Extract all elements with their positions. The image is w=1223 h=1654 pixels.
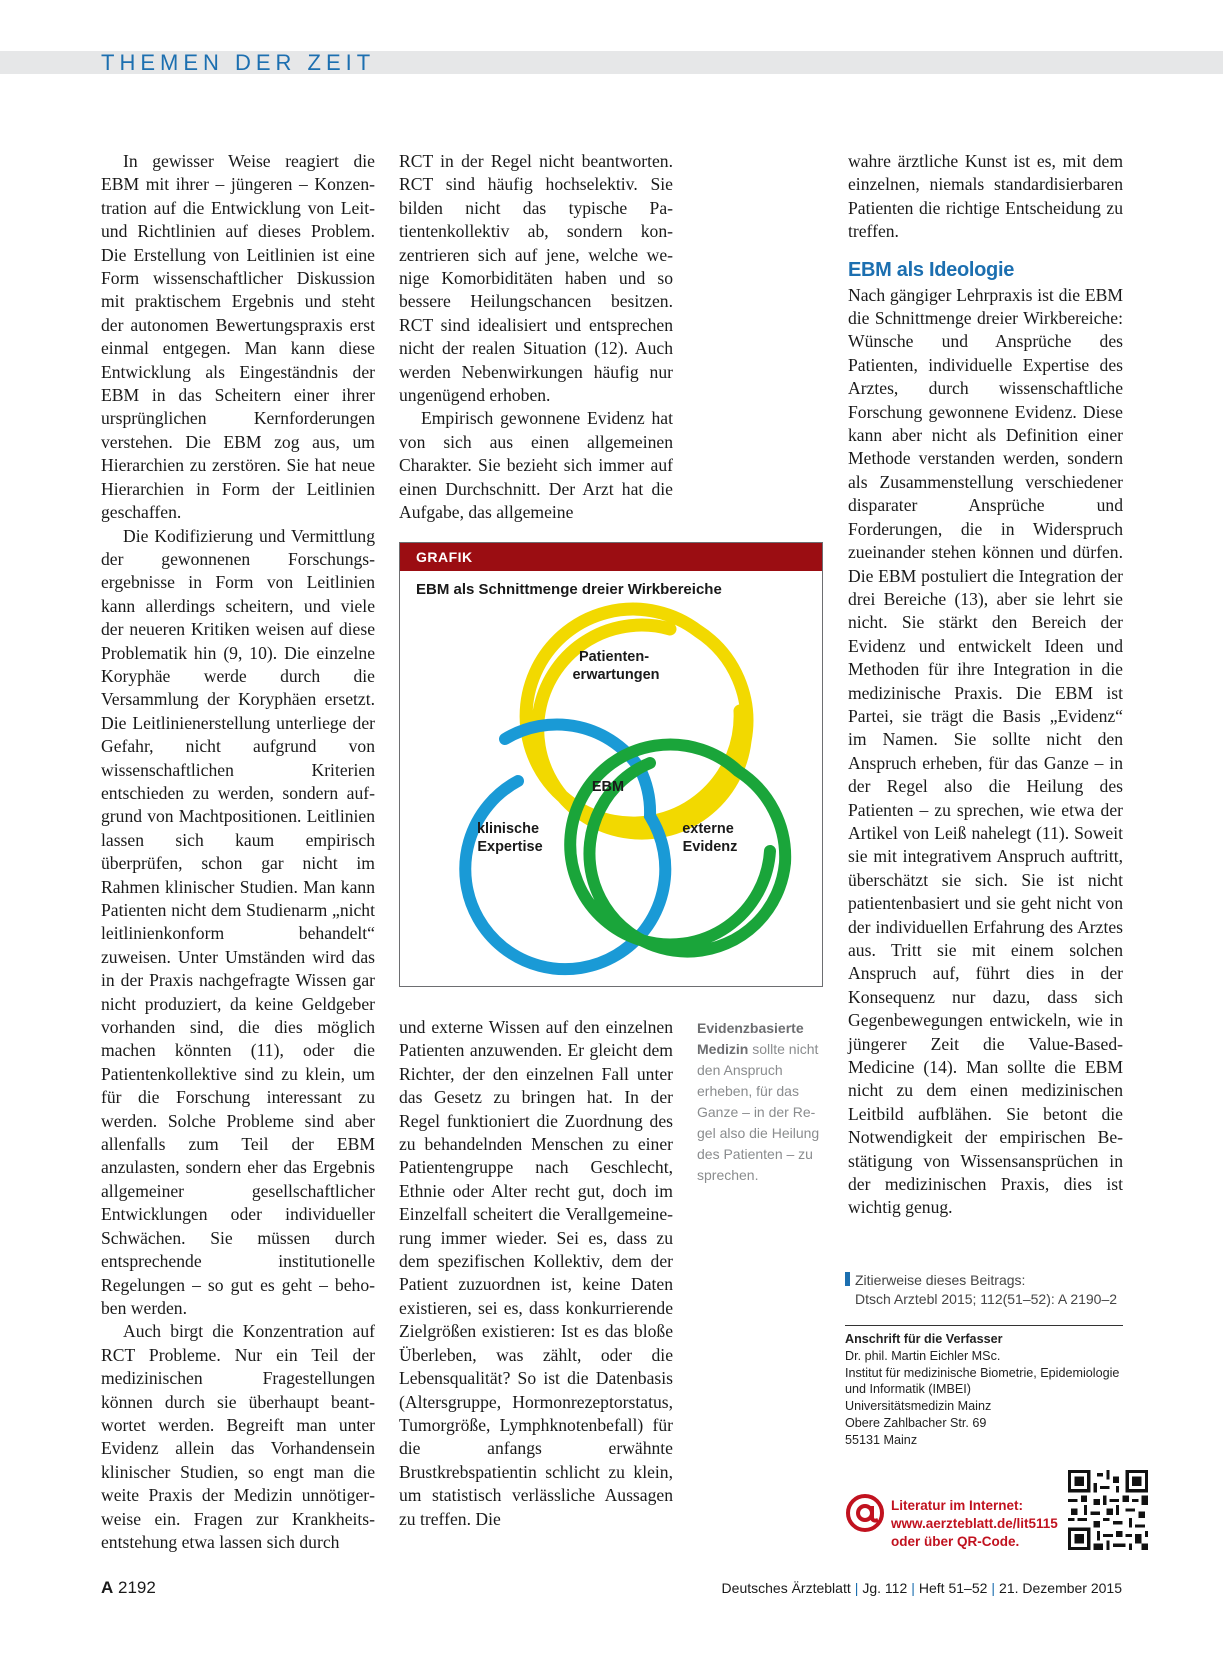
venn-label-right-line1: externe bbox=[682, 821, 734, 837]
journal-volume: Jg. 112 bbox=[862, 1580, 908, 1596]
paragraph: und externe Wissen auf den einzelnen Patienten anzuwenden. Er gleicht dem Richter, der den einzelnen Fall unter das Gesetz zu bringen hat. In der Regel funktioniert die Zuordnung des zu behandelnden Menschen zu einer Patientengruppe nach Geschlecht, Ethnie oder Alter recht gut, doch im Einzelfall scheitert die Verallgemeinerung immer wieder. Sei es, dass zu dem spezifischen Kollektiv, dem der Patient zuzuordnen ist, keine Daten existieren, sei es, dass konkurrierende Zielgrößen existieren: Ist es das bloße Überleben, was zählt, oder die Lebensqualität? So ist die Datenbasis (Altersgruppe, Hormonrezeptorstatus, Tumorgröße, Lymphknotenbefall) für die anfangs erwähnte Brustkrebspatientin schlicht zu klein, um statistisch verlässliche Aussagen zu treffen. Die bbox=[399, 1017, 673, 1529]
venn-circle-green bbox=[570, 745, 785, 952]
journal-info bbox=[722, 1580, 1122, 1596]
venn-diagram bbox=[400, 571, 822, 986]
section-title: THEMEN DER ZEIT bbox=[101, 50, 376, 75]
citation-reference: Dtsch Arztebl 2015; 112(51–52): A 2190–2 bbox=[855, 1291, 1118, 1307]
paragraph: Empirisch gewonnene Evidenz hat von sich aus einen allgemeinen Charakter. Sie bezieht sich immer auf einen Durchschnitt. Der Arzt hat die Aufgabe, das allgemeine bbox=[399, 408, 673, 523]
subheading: EBM als Ideologie bbox=[848, 258, 1015, 281]
paragraph: Auch birgt die Konzentration auf RCT Probleme. Nur ein Teil der medizinischen Fragestellungen können durch sie überhaupt beantwortet werden. Begreift man unter Evidenz allein das Vorhandensein klinischer Studien, so engt man die weite Praxis der Medizin unnötigerweise ein. Fragen zur Krankheitsentstehung etwa lassen sich durch bbox=[101, 1321, 375, 1552]
citation bbox=[845, 1271, 1125, 1309]
venn-label-top-line1: Patienten- bbox=[578, 649, 650, 665]
paragraph: Die Kodifizierung und Vermittlung der gewonnenen Forschungsergebnisse in Form von Leitlinien kann allerdings scheitern, und viele der neueren Kritiken weisen auf diese Problematik hin (9, 10). Die einzelne Koryphäe werde durch die Versammlung der Koryphäen ersetzt. Die Leitlinienerstellung unterliege der Gefahr, nicht aufgrund von wissenschaftlichen Kriterien entschieden zu werden, sondern aufgrund von Machtpositionen. Leitlinien lassen sich kaum empirisch überprüfen, schon gar nicht im Rahmen klinischer Studien. Man kann Patienten nicht dem Studienarm „nicht leitlinienkonform behandelt“ zuweisen. Unter Umständen wird das in der Praxis nachgefragte Wissen gar nicht produziert, da keine Geldgeber vorhanden sind, die dies möglich machen könnten (11), oder die Patientenkollektive sind zu klein, um für die Forschung interessant zu werden. Solche Probleme sind aber allenfalls zum Teil der EBM anzulasten, sondern eher das Ergebnis allgemeiner gesellschaftlicher Entwicklungen oder individueller Schwächen. Sie müssen durch entsprechende institutionelle Regelungen – so gut es geht – behoben werden. bbox=[101, 525, 375, 1318]
journal-date: 21. Dezember 2015 bbox=[999, 1580, 1122, 1596]
address-line: 55131 Mainz bbox=[845, 1432, 918, 1447]
citation-marker bbox=[845, 1272, 850, 1286]
venn-label-top bbox=[572, 649, 659, 683]
address-heading: Anschrift für die Verfasser bbox=[845, 1332, 1003, 1346]
paragraph: Nach gängiger Lehrpraxis ist die EBM die Schnittmenge dreier Wirkbereiche: Wünsche und Ansprüche des Patienten, individuelle Expertise des Arztes, durch wissenschaftliche Forschung gewonnene Evidenz. Diese kann aber nicht als Definition einer Methode verstanden werden, sondern als Zusammenstellung verschiedener disparater Ansprüche und Forderungen, die in Widerspruch zueinander stehen können und dürfen. Die EBM postuliert die Integration der drei Bereiche (13), aber sie lehrt sie nicht. Sie stärkt den Bereich der Evidenz und entwickelt Ideen und Methoden für ihre Integration in die medizinische Praxis. Die EBM ist Partei, sie trägt die Basis „Evidenz“ im Namen. Sie sollte nicht den Anspruch erheben, für das Ganze – in der Regel also die Heilung des Patienten – zu sprechen, wie etwa der Artikel von Leiß nahelegt (11). Soweit sie mit integrativem Anspruch auftritt, überschätzt sie sich. Sie ist nicht patientenbasiert und sie geht nicht von der individuellen Erfahrung des Arztes aus. Tritt sie mit einem solchen Anspruch auf, führt dies in der Konsequenz nur dazu, dass sich Gegenbewegungen entwickeln, wie in jüngerer Zeit die Value-Based-Medicine (14). Man sollte die EBM nicht zu dem einen medizinischen Leitbild aufblähen. Sie betont die Notwendigkeit der empirischen Bestätigung von Wissensansprüchen in der medizinischen Praxis, dies ist wichtig genug. bbox=[848, 284, 1123, 1218]
caption-text: sollte nicht den Anspruch erheben, für das Ganze – in der Regel also die Heilung des Patienten – zu sprechen. bbox=[697, 1041, 820, 1183]
address-divider bbox=[845, 1325, 1123, 1326]
at-icon bbox=[845, 1493, 885, 1533]
separator: | bbox=[991, 1580, 996, 1596]
address-line: Dr. phil. Martin Eichler MSc. bbox=[845, 1348, 1001, 1363]
page-prefix: A bbox=[101, 1578, 114, 1597]
venn-label-top-line2: erwartungen bbox=[572, 667, 660, 683]
address-line: und Informatik (IMBEI) bbox=[845, 1382, 971, 1397]
literature-box bbox=[845, 1493, 1085, 1553]
literature-line3: oder über QR-Code. bbox=[891, 1534, 1020, 1549]
literature-line1: Literatur im Internet: bbox=[891, 1498, 1024, 1513]
venn-label-right bbox=[682, 821, 738, 855]
page-number bbox=[101, 1578, 156, 1598]
address-line: Institut für medizinische Biometrie, Epidemiologie bbox=[845, 1365, 1120, 1380]
separator: | bbox=[854, 1580, 859, 1596]
figure-label: GRAFIK bbox=[400, 543, 822, 571]
venn-label-right-line2: Evidenz bbox=[682, 839, 738, 855]
journal-issue: Heft 51–52 bbox=[918, 1580, 988, 1596]
column-3 bbox=[848, 150, 1123, 1220]
venn-label-left bbox=[477, 821, 543, 855]
separator: | bbox=[911, 1580, 915, 1596]
paragraph: In gewisser Weise reagiert die EBM mit ihrer – jüngeren – Konzentration auf die Entwicklung von Leit- und Richtlinien auf dieses Problem. Die Erstellung von Leitlinien ist eine Form wissenschaftlicher Diskussion mit praktischem Ergebnis und steht der autonomen Bewertungspraxis erst einmal entgegen. Man kann diese Entwicklung als Eingeständnis der EBM in das Scheitern einer ihrer ursprünglichen Kernforderungen verstehen. Die EBM zog aus, um Hierarchien zu zerstören. Sie hat neue Hierarchien in Form der Leitlinien geschaffen. bbox=[101, 151, 375, 523]
column-1 bbox=[101, 150, 375, 1554]
paragraph: RCT in der Regel nicht beantworten. RCT sind häufig hochselektiv. Sie bilden nicht das typische Patientenkollektiv ab, sondern konzentrieren sich auf jene, welche wenige Komorbiditäten haben und so bessere Heilungschancen besitzen. RCT sind idealisiert und entsprechen nicht der realen Situation (12). Auch werden Nebenwirkungen häufig nur ungenügend erhoben. bbox=[399, 151, 673, 406]
paragraph: wahre ärztliche Kunst ist es, mit dem einzelnen, niemals standardisierbaren Patienten die richtige Entscheidung zu treffen. bbox=[848, 151, 1123, 242]
venn-label-left-line1: klinische bbox=[476, 821, 540, 837]
literature-link[interactable]: www.aerzteblatt.de/lit5115 bbox=[891, 1516, 1058, 1531]
venn-label-center: EBM bbox=[591, 779, 625, 795]
citation-label: Zitierweise dieses Beitrags: bbox=[855, 1272, 1026, 1288]
caption-bold: Evidenzbasierte Medizin bbox=[697, 1020, 804, 1057]
column-2-bottom bbox=[399, 1016, 673, 1531]
page-number-value: 2192 bbox=[118, 1578, 156, 1597]
literature-text bbox=[891, 1497, 1091, 1551]
qr-code-icon[interactable] bbox=[1068, 1470, 1148, 1550]
author-address bbox=[845, 1331, 1135, 1449]
journal-name: Deutsches Ärzteblatt bbox=[721, 1580, 851, 1596]
address-line: Obere Zahlbacher Str. 69 bbox=[845, 1415, 987, 1430]
figure-caption bbox=[697, 1018, 825, 1186]
column-2-top bbox=[399, 150, 673, 525]
figure-title: EBM als Schnittmenge dreier Wirkbereiche bbox=[416, 581, 722, 598]
figure-venn bbox=[399, 542, 823, 987]
address-line: Universitätsmedizin Mainz bbox=[845, 1399, 992, 1414]
venn-label-left-line2: Expertise bbox=[477, 839, 543, 855]
